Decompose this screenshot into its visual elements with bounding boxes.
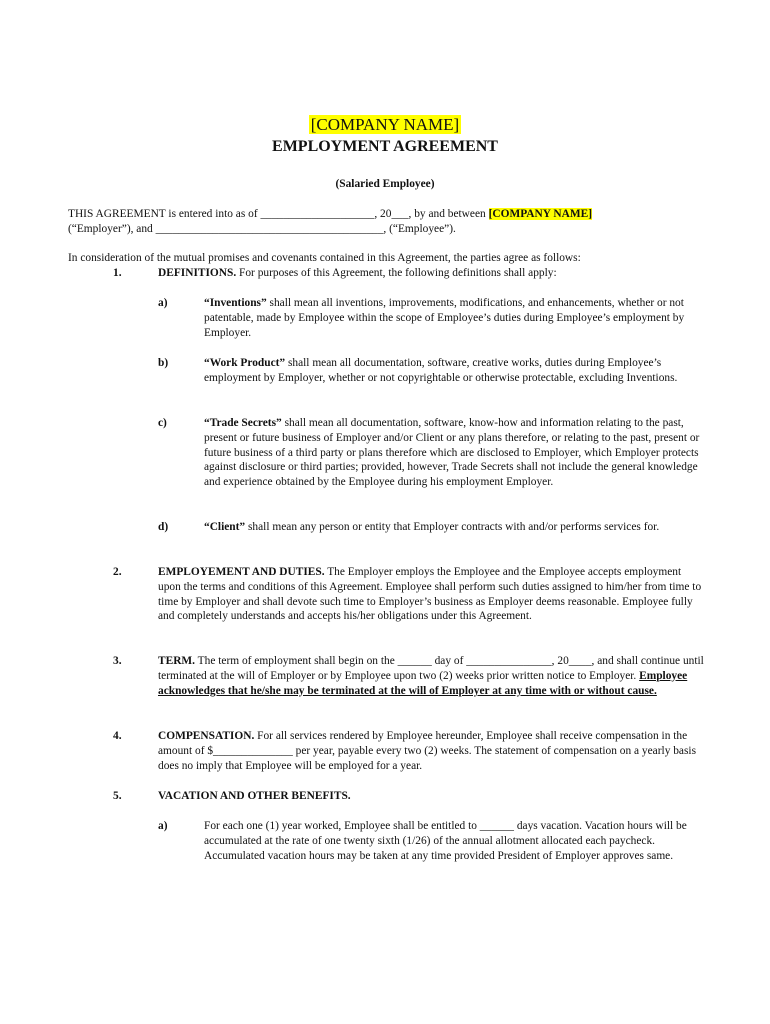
definition-inventions	[204, 296, 704, 340]
agreement-subtitle: (Salaried Employee)	[335, 178, 435, 190]
definition-text: shall mean any person or entity that Employer contracts with and/or performs services for.	[245, 521, 660, 533]
item-label: c)	[158, 417, 167, 429]
section-compensation	[158, 729, 706, 773]
section-number: 3.	[113, 655, 122, 667]
consideration-paragraph: In consideration of the mutual promises and covenants contained in this Agreement, the parties agree as follows:	[68, 252, 581, 264]
definition-work-product	[204, 356, 704, 386]
vacation-clause: For each one (1) year worked, Employee shall be entitled to ______ days vacation. Vacation hours will be accumulated at the rate of one twenty sixth (1/26) of the annual allotment allocated each paycheck. Accumulated vacation hours may be taken at any time provided President of Employer approves same.	[204, 820, 687, 862]
section-heading: VACATION AND OTHER BENEFITS.	[158, 790, 351, 802]
section-heading: DEFINITIONS.	[158, 267, 237, 279]
intro-line-1	[68, 207, 708, 222]
definition-term: “Client”	[204, 521, 246, 533]
section-heading: TERM.	[158, 655, 196, 667]
company-name-title	[0, 115, 770, 135]
section-vacation-benefits	[158, 789, 706, 804]
definition-term: “Work Product”	[204, 357, 286, 369]
definition-client	[204, 520, 704, 535]
agreement-title: EMPLOYMENT AGREEMENT	[272, 138, 498, 155]
section-heading: COMPENSATION.	[158, 730, 255, 742]
definition-trade-secrets	[204, 416, 704, 490]
section-number: 2.	[113, 566, 122, 578]
intro-line-2: (“Employer”), and ________________________________________, (“Employee”).	[68, 222, 456, 235]
definition-term: “Trade Secrets”	[204, 417, 282, 429]
item-label: b)	[158, 357, 169, 369]
definition-text: shall mean all inventions, improvements, modifications, and enhancements, whether or not patentable, made by Employee within the scope of Employee’s duties during Employee’s employment by Employer.	[204, 297, 685, 339]
section-heading: EMPLOYEMENT AND DUTIES.	[158, 566, 325, 578]
intro-paragraph	[68, 207, 708, 237]
intro-company-name: [COMPANY NAME]	[488, 208, 593, 220]
section-term	[158, 654, 706, 698]
section-text: For all services rendered by Employee hereunder, Employee shall receive compensation in the amount of $______________ per year, payable every two (2) weeks. The statement of compensation on a yearly basis does no imply that Employee will be employed for a year.	[158, 730, 697, 772]
section-number: 4.	[113, 730, 122, 742]
section-text: The term of employment shall begin on the ______ day of _______________, 20____, and shall continue until terminated at the will of Employer or by Employee upon two (2) weeks prior written notice to Employer.	[158, 655, 704, 682]
section-text: The Employer employs the Employee and the Employee accepts employment upon the terms and conditions of this Agreement. Employee shall perform such duties assigned to him/her from time to time by Employer and shall devote such time to Employer’s business as Employer deems reasonable. Employee fully and completely understands and accepts his/her obligations under this Agreement.	[158, 566, 702, 623]
section-text: For purposes of this Agreement, the following definitions shall apply:	[236, 267, 557, 279]
item-label: d)	[158, 521, 169, 533]
item-label: a)	[158, 820, 168, 832]
definition-text: shall mean all documentation, software, know-how and information relating to the past, present or future business of Employer and/or Client or any plans therefore, or relating to the past, present or future business of a third party or plans therefore which are disclosed to Employer, which Employer protects against disclosure or third parties; provided, however, Trade Secrets shall not include the general knowledge and experience obtained by the Employee during his employment Employer.	[204, 417, 700, 489]
section-number: 1.	[113, 267, 122, 279]
company-name-highlight: [COMPANY NAME]	[310, 115, 460, 134]
definition-text: shall mean all documentation, software, creative works, duties during Employee’s employment by Employer, whether or not copyrightable or otherwise protectable, excluding Inventions.	[204, 357, 678, 384]
termination-notice: Employee acknowledges that he/she may be terminated at the will of Employer at any time with or without cause.	[158, 669, 688, 697]
intro-text: THIS AGREEMENT is entered into as of ____________________, 20___, by and between	[68, 208, 489, 220]
section-number: 5.	[113, 790, 122, 802]
section-employment-duties	[158, 565, 706, 624]
item-label: a)	[158, 297, 168, 309]
section-definitions	[158, 266, 706, 281]
definition-term: “Inventions”	[204, 297, 267, 309]
